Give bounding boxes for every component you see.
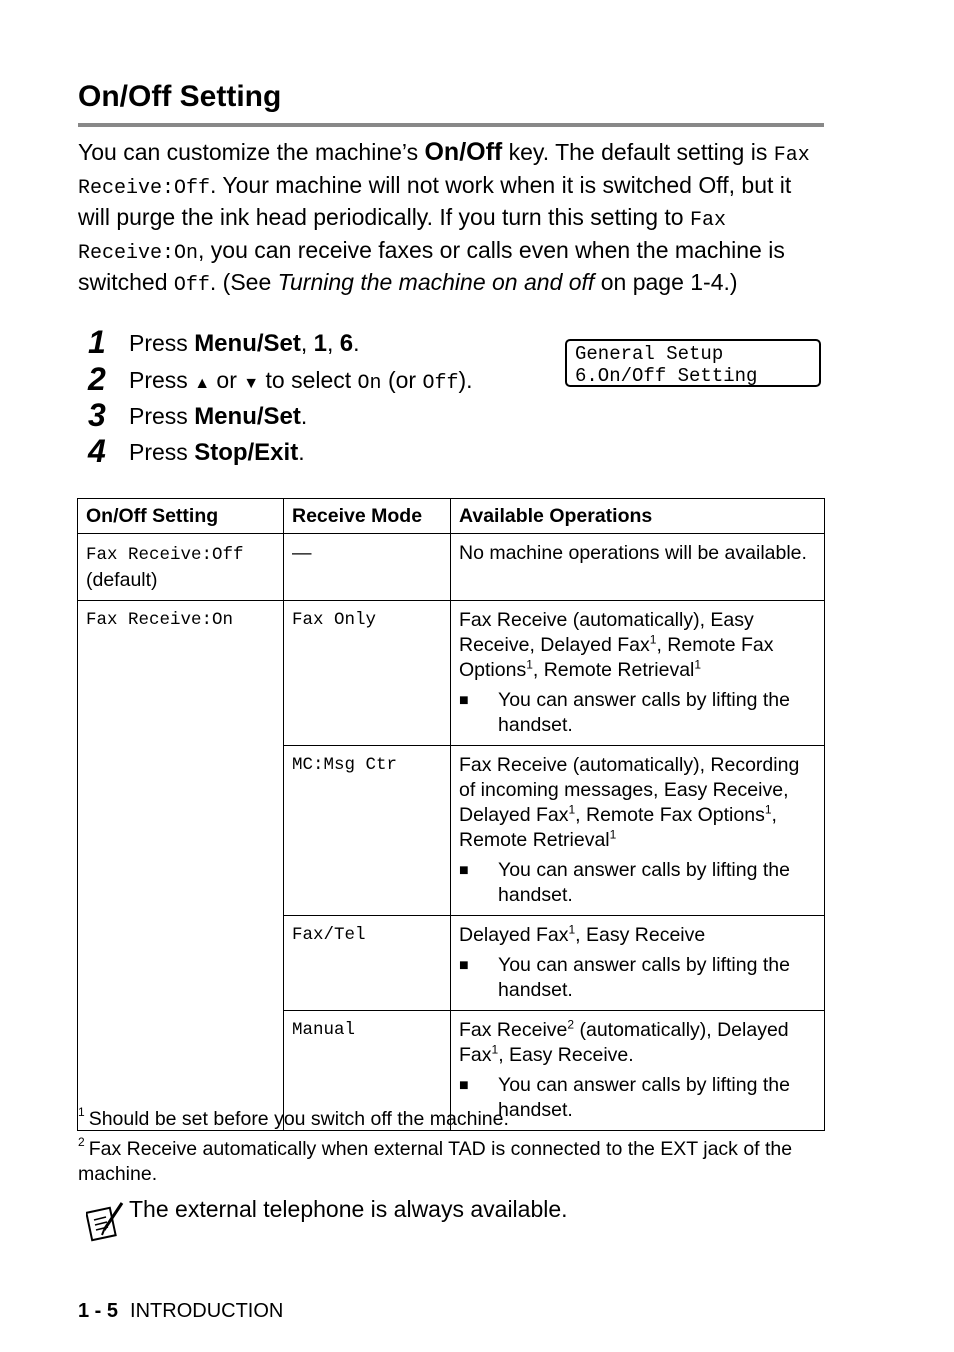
setting-value: Fax Receive:Off: [86, 545, 244, 565]
bullet-text: You can answer calls by lifting the handset.: [498, 1074, 790, 1121]
lcd-line-2: 6.On/Off Setting: [575, 365, 758, 387]
square-bullet-icon: ■: [459, 1077, 469, 1094]
footnote-ref: 1: [764, 802, 772, 817]
step-number: 2: [88, 361, 106, 397]
setting-code: Fax Receive:Off: [78, 144, 810, 200]
table-header-row: [78, 499, 825, 534]
bullet-text: You can answer calls by lifting the handset.: [498, 859, 790, 906]
intro-text: , you can receive faxes or calls even when the machine is switched: [78, 236, 785, 295]
footnote-1: [78, 1104, 828, 1132]
square-bullet-icon: ■: [459, 692, 469, 709]
title-divider: [78, 123, 824, 127]
table-row: [78, 601, 825, 746]
operations-text: Fax Receive (automatically), Recording of incoming messages, Easy Receive, Delayed Fax$^1$, Remote Fax Options$^1$, Remote Retrieval$^1$: [459, 754, 800, 851]
bullet-item: [459, 858, 816, 908]
table-row: [78, 534, 825, 601]
mode-cell: MC:Msg Ctr: [284, 746, 451, 916]
footnote-ref: 1: [694, 657, 702, 672]
footnote-mark: 2: [78, 1134, 85, 1149]
setting-code: Fax Receive:On: [78, 209, 726, 265]
settings-table: [77, 498, 825, 1131]
stop-exit-key: Stop/Exit: [194, 439, 299, 466]
intro-text: . (See: [209, 269, 278, 295]
bullet-item: [459, 953, 816, 1003]
intro-text: . Your machine will not work when it is switched Off, but it will purge the ink head periodically. If you turn this setting to: [78, 171, 792, 230]
mode-cell: Fax/Tel: [284, 916, 451, 1011]
step-text: Press Menu/Set.: [129, 403, 308, 430]
column-header: Available Operations: [451, 499, 825, 534]
step-text: Press Menu/Set, 1, 6.: [129, 330, 360, 357]
on-off-key-label: On/Off: [424, 138, 503, 166]
setting-code: Off: [173, 274, 210, 297]
section-name: INTRODUCTION: [130, 1300, 284, 1322]
mode-cell: Fax Only: [284, 601, 451, 746]
intro-text: on page 1-4.): [594, 269, 738, 295]
bullet-item: [459, 688, 816, 738]
column-header: Receive Mode: [284, 499, 451, 534]
operations-cell: [451, 746, 825, 916]
default-label: (default): [86, 569, 158, 591]
page-footer: [78, 1300, 283, 1323]
operations-cell: No machine operations will be available.: [451, 534, 825, 601]
key-1: 1: [313, 330, 328, 357]
up-arrow-icon: ▲: [194, 375, 211, 392]
footnote-text: Fax Receive automatically when external TAD is connected to the EXT jack of the machine.: [78, 1138, 793, 1185]
lcd-line-1: General Setup: [575, 343, 724, 365]
note-pencil-icon: [86, 1200, 124, 1242]
footnote-ref: 1: [568, 802, 576, 817]
footnote-2: [78, 1134, 828, 1187]
bullet-text: You can answer calls by lifting the handset.: [498, 954, 790, 1001]
intro-text: key. The default setting is: [502, 139, 774, 165]
mode-cell: —: [284, 534, 451, 601]
footnote-ref: 1: [649, 632, 657, 647]
footnote-ref: 2: [567, 1017, 575, 1032]
note-text: The external telephone is always available.: [129, 1196, 568, 1222]
footnote-ref: 1: [526, 657, 533, 672]
step-text: Press ▲ or ▼ to select On (or Off).: [129, 367, 473, 395]
intro-paragraph: [78, 138, 828, 301]
footnote-text: Should be set before you switch off the machine.: [88, 1108, 509, 1130]
cross-reference: Turning the machine on and off: [277, 269, 595, 295]
menu-set-key: Menu/Set: [194, 330, 301, 357]
intro-text: You can customize the machine’s: [78, 139, 425, 165]
square-bullet-icon: ■: [459, 862, 469, 879]
footnote-ref: 1: [609, 827, 617, 842]
mode-cell: Manual: [284, 1011, 451, 1131]
option-on: On: [357, 372, 382, 395]
operations-cell: [451, 916, 825, 1011]
step-number: 4: [88, 433, 106, 469]
page-number: 1 - 5: [78, 1300, 119, 1322]
menu-set-key: Menu/Set: [194, 403, 301, 430]
column-header: On/Off Setting: [78, 499, 284, 534]
step-text: Press Stop/Exit.: [129, 439, 305, 466]
setting-cell: Fax Receive:On: [78, 601, 284, 1131]
option-off: Off: [422, 372, 459, 395]
footnote-ref: 1: [568, 922, 576, 937]
operations-text: Delayed Fax$^1$, Easy Receive: [459, 922, 706, 946]
down-arrow-icon: ▼: [243, 375, 260, 392]
footnote-mark: 1: [78, 1104, 85, 1119]
bullet-text: You can answer calls by lifting the handset.: [498, 689, 790, 736]
key-6: 6: [339, 330, 354, 357]
setting-cell: [78, 534, 284, 601]
square-bullet-icon: ■: [459, 957, 469, 974]
operations-cell: [451, 601, 825, 746]
operations-text: Fax Receive$^2$ (automatically), Delayed Fax$^1$, Easy Receive.: [459, 1017, 789, 1066]
step-number: 1: [88, 324, 106, 360]
lcd-display: [565, 339, 821, 387]
page-title: On/Off Setting: [78, 80, 282, 113]
step-number: 3: [88, 397, 106, 433]
footnote-ref: 1: [491, 1042, 499, 1057]
operations-text: Fax Receive (automatically), Easy Receive, Delayed Fax$^1$, Remote Fax Options$^1$, Remote Retrieval$^1$: [459, 609, 774, 681]
